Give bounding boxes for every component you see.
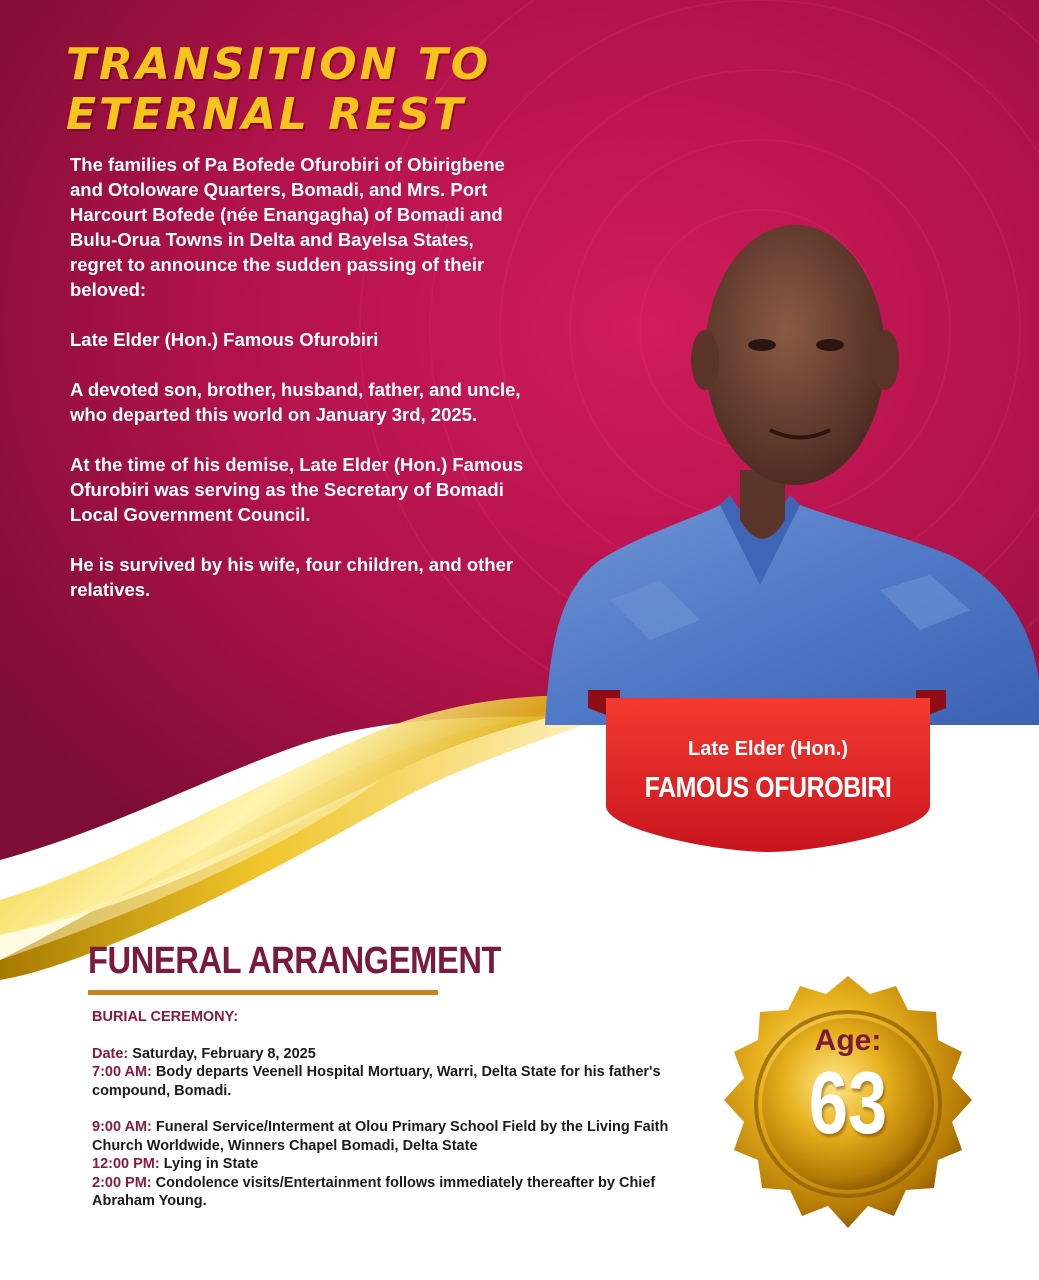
funeral-details	[92, 1008, 672, 1211]
schedule-time: 2:00 PM:	[92, 1174, 152, 1191]
schedule-time: 9:00 AM:	[92, 1119, 152, 1135]
schedule-item	[92, 1063, 672, 1100]
age-label: Age:	[814, 1024, 882, 1057]
heading-underline	[88, 990, 438, 995]
age-value: 63	[808, 1053, 888, 1152]
schedule-text: Condolence visits/Entertainment follows immediately thereafter by Chief Abraham Young.	[92, 1174, 656, 1209]
schedule-item	[92, 1118, 672, 1155]
schedule-text: Body departs Veenell Hospital Mortuary, Warri, Delta State for his father's compound, Bomadi.	[92, 1064, 661, 1099]
date-value: Saturday, February 8, 2025	[132, 1045, 316, 1062]
schedule-item	[92, 1174, 672, 1211]
schedule-text: Lying in State	[163, 1156, 259, 1172]
schedule-text: Funeral Service/Interment at Olou Primary School Field by the Living Faith Church Worldwide, Winners Chapel Bomadi, Delta State	[92, 1119, 669, 1154]
date-line	[92, 1045, 672, 1064]
schedule-time: 12:00 PM:	[92, 1156, 160, 1172]
demise-paragraph: At the time of his demise, Late Elder (Hon.) Famous Ofurobiri was serving as the Secretary of Bomadi Local Government Council.	[70, 454, 524, 525]
funeral-heading: FUNERAL ARRANGEMENT	[88, 940, 502, 982]
title-line-1: TRANSITION TO	[66, 39, 492, 90]
ribbon-name: FAMOUS OFUROBIRI	[644, 772, 892, 804]
families-paragraph: The families of Pa Bofede Ofurobiri of Obirigbene and Otoloware Quarters, Bomadi, and Mrs. Port Harcourt Bofede (née Enangagha) of Bomadi and Bulu-Orua Towns in Delta and Bayelsa States, regret to announce the sudden passing of their beloved:	[70, 154, 505, 300]
schedule-item	[92, 1155, 672, 1174]
devotion-paragraph: A devoted son, brother, husband, father, and uncle, who departed this world on January 3rd, 2025.	[70, 379, 521, 425]
name-ribbon	[588, 690, 946, 852]
page-title	[66, 40, 491, 140]
title-line-2: ETERNAL REST	[66, 89, 466, 140]
deceased-name-paragraph: Late Elder (Hon.) Famous Ofurobiri	[70, 329, 379, 350]
ribbon-subtitle: Late Elder (Hon.)	[687, 738, 848, 760]
schedule-time: 7:00 AM:	[92, 1064, 152, 1080]
announcement-text	[70, 152, 530, 627]
date-label: Date:	[92, 1045, 129, 1062]
burial-ceremony-label: BURIAL CEREMONY:	[92, 1009, 239, 1025]
survived-paragraph: He is survived by his wife, four children, and other relatives.	[70, 554, 514, 600]
